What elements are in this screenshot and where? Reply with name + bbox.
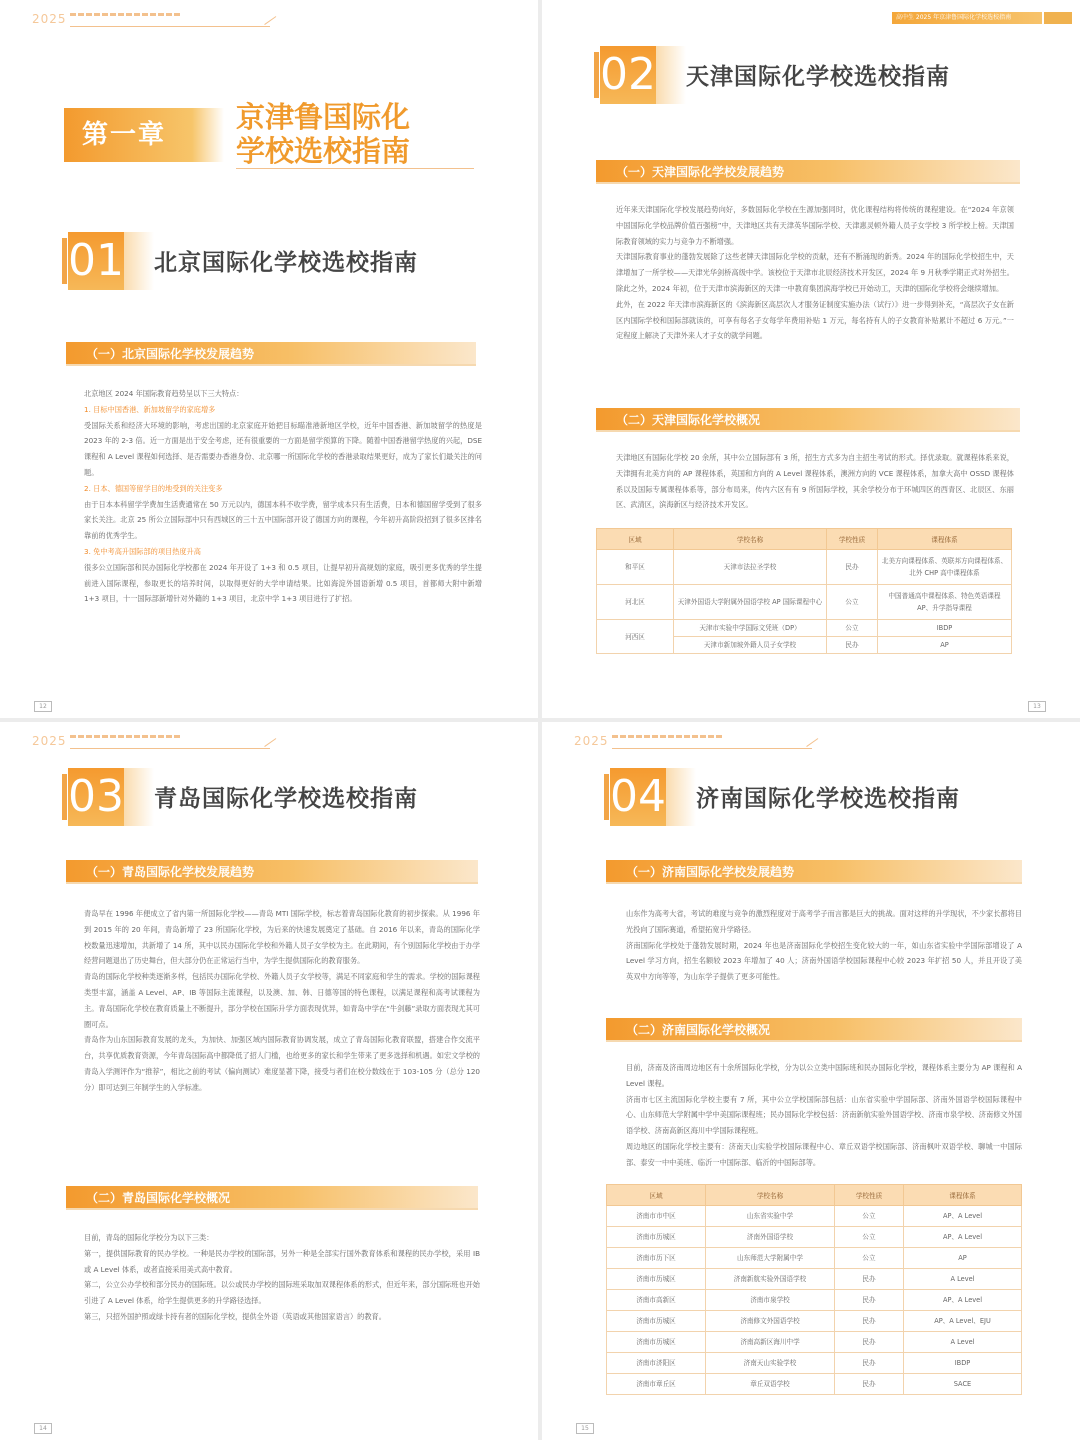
cell-school: 济南外国语学校 [706, 1227, 835, 1248]
table-row [607, 1269, 1022, 1290]
subsection-header: （一）青岛国际化学校发展趋势 [66, 860, 478, 884]
subsection-header: （一）天津国际化学校发展趋势 [596, 160, 1020, 184]
cell-type: 公立 [827, 620, 878, 637]
subsection-header: （二）济南国际化学校概况 [606, 1018, 1022, 1042]
point-heading: 1. 目标中国香港、新加坡留学的家庭增多 [84, 404, 216, 414]
column-header: 学校性质 [827, 529, 878, 550]
cell-course: 中国普通高中课程体系、特色英语课程 AP、升学指导课程 [878, 585, 1012, 620]
section-header [600, 46, 1040, 106]
cell-type: 民办 [835, 1332, 904, 1353]
paragraph: 第二，公立公办学校和部分民办的国际班。以公或民办学校的国际班采取加双课程体系的形式，但近年来，部分国际班也开始引进了 A Level 体系，给学生提供更多的升学路径选择。 [84, 1280, 480, 1306]
year-label: 2025 [32, 734, 67, 748]
section-number-bar [62, 238, 67, 284]
cell-course: SACE [904, 1374, 1022, 1395]
cell-type: 公立 [835, 1248, 904, 1269]
table-row [607, 1206, 1022, 1227]
page-number: 13 [1028, 701, 1046, 712]
table-header-row [607, 1185, 1022, 1206]
paragraph: 此外，在 2022 年天津市滨海新区的《滨海新区高层次人才服务证制度实施办法（试行）》进一步得到补充，“高层次子女在新区内国际学校和国际部就读的，可享有每名子女每学年费用补贴 1 万元，每名持有人的子女教育补贴累计不超过 6 万元。”一定程度上解决了天津外来人才子女的就学问题。 [616, 299, 1014, 341]
chapter-tag: 第一章 [64, 108, 224, 162]
page-beijing [0, 0, 538, 718]
cell-school: 济南市泉学校 [706, 1290, 835, 1311]
subsection-header: （二）青岛国际化学校概况 [66, 1186, 478, 1210]
cell-area: 济南市市中区 [607, 1206, 706, 1227]
paragraph: 山东作为高考大省，考试的难度与竞争的激烈程度对于高考学子而言都是巨大的挑战。面对这样的升学现状，不少家长都将目光投向了国际赛道，希望拓宽升学路径。 [626, 909, 1022, 934]
section-number-fade [124, 768, 154, 826]
cell-course: AP、A Level [904, 1206, 1022, 1227]
section-title: 青岛国际化学校选校指南 [154, 786, 418, 812]
body-text [84, 906, 480, 1096]
column-header: 学校名称 [674, 529, 827, 550]
cell-course: 北美方向课程体系、英联邦方向课程体系、北外 CHP 高中课程体系 [878, 550, 1012, 585]
year-label: 2025 [32, 12, 67, 26]
cell-type: 民办 [835, 1311, 904, 1332]
paragraph: 济南国际化学校处于蓬勃发展时期，2024 年也是济南国际化学校招生变化较大的一年，如山东省实验中学国际部增设了 A Level 学习方向，招生名额较 2023 年增加了 40 人；济南外国语学校国际课程中心较 2023 年扩招 50 人，并且开设了美英双中方向等等，为山东学子提供了更多可能性。 [626, 940, 1022, 982]
cell-area: 济南市历城区 [607, 1332, 706, 1353]
section-title: 天津国际化学校选校指南 [686, 64, 950, 90]
chapter-title-line: 京津鲁国际化 [236, 100, 411, 134]
cell-type: 民办 [835, 1353, 904, 1374]
body-text [84, 386, 482, 607]
header-bar-tab [1044, 12, 1072, 24]
schools-table [606, 1184, 1022, 1395]
cell-area: 济南市章丘区 [607, 1374, 706, 1395]
page-number: 15 [576, 1423, 594, 1434]
cell-course: AP [878, 637, 1012, 654]
table-header-row [597, 529, 1012, 550]
cell-school: 天津市法拉圣学校 [674, 550, 827, 585]
cell-area: 济南市历城区 [607, 1311, 706, 1332]
body-text [626, 906, 1022, 985]
cell-type: 民办 [835, 1269, 904, 1290]
point-heading: 3. 免中考高升国际部的项目热度升高 [84, 546, 201, 556]
table-body [607, 1206, 1022, 1395]
header-line [70, 16, 270, 27]
paragraph: 很多公立国际部和民办国际化学校都在 2024 年开设了 1+3 和 0.5 项目，让提早初升高规划的家庭，吸引更多优秀的学生提前进入国际课程，参取更长的培养时间，以取得更好的大学申请结果。比如海淀外国语新增 0.5 项目，首都师大附中新增 1+3 项目，十一国际部新增针对外籍的 1+3 项目，北京中学 1+3 项目进行了扩招。 [84, 562, 482, 604]
paragraph: 受国际关系和经济大环境的影响，考虑出国的北京家庭开始把目标瞄准港新地区学校，近年中国香港、新加坡留学的热度是 2023 年的 2-3 倍。近一方面是出于安全考虑，还有很重要的一方面是留学预算的下降。随着中国香港留学热度的兴起，DSE 课程和 A Level 课程如何选择、是否需要办香港身份、北京哪一所国际化学校的香港录取结果更好，成为了家长们最关注的问题。 [84, 420, 482, 477]
body-text [626, 1060, 1022, 1171]
section-number: 03 [68, 768, 124, 826]
section-title: 济南国际化学校选校指南 [696, 786, 960, 812]
table-row [607, 1227, 1022, 1248]
body-text [616, 202, 1014, 344]
cell-school: 章丘双语学校 [706, 1374, 835, 1395]
subsection-header: （一）济南国际化学校发展趋势 [606, 860, 1022, 884]
body-text [616, 450, 1014, 513]
cell-type: 民办 [827, 637, 878, 654]
page-number: 12 [34, 701, 52, 712]
cell-course: A Level [904, 1332, 1022, 1353]
cell-school: 山东省实验中学 [706, 1206, 835, 1227]
table-row [597, 620, 1012, 637]
cell-school: 济南天山实验学校 [706, 1353, 835, 1374]
column-header: 学校名称 [706, 1185, 835, 1206]
paragraph: 青岛早在 1996 年便成立了省内第一所国际化学校——青岛 MTI 国际学校，标志着青岛国际化教育的初步探索。从 1996 年到 2015 年的 20 年间，青岛新增了 23 所国际化学校，为后来的快速发展奠定了基础。自 2016 年以来，青岛的国际化学校数量迅速增加，共新增了 14 所，其中以民办国际化学校和外籍人员子女学校为主。在此期间，有个别国际化学校由于办学经营问题退出了历史舞台，但大部分仍在正常运行当中，为学生提供国际化的教育服务。 [84, 909, 480, 966]
page-qingdao [0, 722, 538, 1440]
cell-course: IBDP [904, 1353, 1022, 1374]
section-number: 02 [600, 46, 656, 104]
section-header [610, 768, 1050, 828]
paragraph: 近年来天津国际化学校发展趋势向好，多数国际化学校在生源加强同时，优化课程结构将传统的课程建设。在“2024 年京领中国国际化学校品牌价值百强榜”中，天津地区共有天津英华国际学校、天津惠灵顿外籍人员子女学校 3 所学校上榜。天津国际教育领域的实力与竞争力不断增强。 [616, 205, 1014, 246]
body-text [84, 1230, 480, 1325]
paragraph: 天津国际教育事业的蓬勃发展除了这些老牌天津国际化学校的贡献，还有不断涌现的新秀。2024 年的国际化学校招生中，天津增加了一所学校——天津光华剑桥高级中学。该校位于天津市北辰经济技术开发区，2024 年 9 月秋季学期正式对外招生。除此之外，2024 年初，位于天津市滨海新区的天津一中教育集团滨海学校已开始动工，天津的国际化学校将会继续增加。 [616, 252, 1014, 293]
page-jinan [542, 722, 1080, 1440]
cell-school: 济南新航实验外国语学校 [706, 1269, 835, 1290]
table-row [607, 1311, 1022, 1332]
section-header [68, 768, 508, 828]
column-header: 区域 [607, 1185, 706, 1206]
table-row [607, 1374, 1022, 1395]
table-row [597, 550, 1012, 585]
schools-table [596, 528, 1012, 654]
cell-area: 济南市济阳区 [607, 1353, 706, 1374]
cell-school: 山东师范大学附属中学 [706, 1248, 835, 1269]
cell-area: 和平区 [597, 550, 674, 585]
table-row [607, 1290, 1022, 1311]
section-number-bar [594, 52, 599, 98]
section-number-fade [656, 46, 686, 104]
cell-type: 公立 [835, 1227, 904, 1248]
section-number: 01 [68, 232, 124, 290]
intro-text: 北京地区 2024 年国际教育趋势呈以下三大特点： [84, 389, 244, 398]
chapter-header [64, 100, 474, 170]
cell-type: 公立 [827, 585, 878, 620]
header-bar: 高中生 2025 年京津鲁国际化学校选校指南 [892, 12, 1042, 24]
cell-school: 济南修文外国语学校 [706, 1311, 835, 1332]
column-header: 课程体系 [904, 1185, 1022, 1206]
section-header [68, 232, 508, 292]
cell-school: 济南高新区海川中学 [706, 1332, 835, 1353]
paragraph: 天津地区有国际化学校 20 余所，其中公立国际部有 3 所，招生方式多为自主招生考试的形式。择优录取。就课程体系来说，天津拥有北美方向的 AP 课程体系，英国和方向的 A Level 课程体系，澳洲方向的 VCE 课程体系，加拿大高中 OSSD 课程体系以及国际专属课程体系等，部分布局来，传内六区有有 9 所国际学校，其余学校分布于环城四区的西青区、北辰区、东丽区、武清区，滨海新区与经济技术开发区。 [616, 453, 1014, 510]
paragraph: 由于日本本科留学学费加生活费通常在 50 万元以内，德国本科不收学费，留学成本只有生活费，日本和德国留学受到了很多家长关注。北京 25 所公立国际部中只有西城区的三十五中国际部开设了德国方向的课程，今年初升高阶段招到了很多区排名靠前的优秀学生。 [84, 499, 482, 541]
table-row [607, 1353, 1022, 1374]
column-header: 区域 [597, 529, 674, 550]
section-number-bar [604, 774, 609, 820]
paragraph: 第一，提供国际教育的民办学校。一种是民办学校的国际部，另外一种是全部实行国外教育体系和课程的民办学校，采用 IB 或 A Level 体系，或者直接采用美式高中教育。 [84, 1248, 480, 1274]
cell-course: AP、A Level [904, 1227, 1022, 1248]
point-heading: 2. 日本、德国等留学目的地受到的关注变多 [84, 483, 223, 493]
section-number-fade [666, 768, 696, 826]
cell-area: 济南市历下区 [607, 1248, 706, 1269]
paragraph: 济南市七区主流国际化学校主要有 7 所，其中公立学校国际部包括：山东省实验中学国际部、济南外国语学校国际课程中心、山东师范大学附属中学中美国际课程班；民办国际化学校包括：济南新航实验外国语学校、济南市泉学校、济南修文外国语学校、济南高新区海川中学国际课程班。 [626, 1094, 1022, 1136]
cell-area: 济南市历城区 [607, 1227, 706, 1248]
paragraph: 青岛作为山东国际教育发展的龙头，为加快、加强区域内国际教育协调发展，成立了青岛国际化教育联盟，搭建合作交流平台，共享优质教育资源，今年青岛国际高中都降低了招人门槛，也给更多的家长和学生带来了更多选择和机遇。如宏文学校的青岛入学测评作为“推荐”，相比之前的考试（偏向测试）难度显著下降，接受与者们在校分数线在于 103-105 分（总分 120 分）即可达到三年制学生的入学标准。 [84, 1035, 480, 1092]
paragraph: 周边地区的国际化学校主要有：济南天山实验学校国际课程中心、章丘双语学校国际部、济南枫叶双语学校、聊城一中国际部、泰安一中中美班、临沂一中国际部、临沂的中国际部等。 [626, 1141, 1022, 1167]
chapter-title [236, 100, 410, 168]
table-row [597, 585, 1012, 620]
section-number-bar [62, 774, 67, 820]
subsection-header: （一）北京国际化学校发展趋势 [66, 342, 476, 366]
table-row [607, 1332, 1022, 1353]
page-tianjin [542, 0, 1080, 718]
section-number: 04 [610, 768, 666, 826]
table-row [607, 1248, 1022, 1269]
cell-course: AP、A Level [904, 1290, 1022, 1311]
cell-type: 民办 [827, 550, 878, 585]
chapter-divider [236, 168, 474, 169]
cell-course: AP、A Level、EJU [904, 1311, 1022, 1332]
cell-school: 天津市新加坡外籍人员子女学校 [674, 637, 827, 654]
cell-area: 河西区 [597, 620, 674, 654]
header-line [612, 738, 812, 749]
section-number-fade [124, 232, 154, 290]
chapter-title-line: 学校选校指南 [236, 134, 411, 168]
year-label: 2025 [574, 734, 609, 748]
cell-area: 济南市历城区 [607, 1269, 706, 1290]
cell-area: 济南市高新区 [607, 1290, 706, 1311]
cell-area: 河北区 [597, 585, 674, 620]
cell-school: 天津外国语大学附属外国语学校 AP 国际课程中心 [674, 585, 827, 620]
paragraph: 青岛的国际化学校种类逐渐多样，包括民办国际化学校、外籍人员子女学校等，满足不同家庭和学生的需求。学校的国际课程类型丰富，涵盖 A Level、AP、IB 等国际主流课程，以及澳、加、韩、日德等国的特色课程，以满足课程和高考试课程为主。青岛国际化学校在教育质量上不断提升，部分学校在国际升学方面表现优异，如青岛中学在“牛剑藤”录取方面表现尤其可圈可点。 [84, 972, 480, 1029]
subsection-header: （二）天津国际化学校概况 [596, 408, 1020, 432]
cell-type: 公立 [835, 1206, 904, 1227]
cell-type: 民办 [835, 1374, 904, 1395]
paragraph: 第三，只招外国护照或绿卡持有者的国际化学校，提供全外语（英语或其他国家语言）的教育。 [84, 1311, 386, 1321]
paragraph: 目前，济南及济南周边地区有十余所国际化学校，分为以公立类中国际班和民办国际化学校，课程体系主要分为 AP 课程和 A Level 课程。 [626, 1063, 1022, 1088]
header-line [70, 738, 270, 749]
section-title: 北京国际化学校选校指南 [154, 250, 418, 276]
paragraph: 目前，青岛的国际化学校分为以下三类： [84, 1233, 214, 1242]
cell-course: AP [904, 1248, 1022, 1269]
cell-course: A Level [904, 1269, 1022, 1290]
cell-course: IBDP [878, 620, 1012, 637]
page-number: 14 [34, 1423, 52, 1434]
cell-type: 民办 [835, 1290, 904, 1311]
column-header: 学校性质 [835, 1185, 904, 1206]
cell-school: 天津市实验中学国际文凭班（DP） [674, 620, 827, 637]
column-header: 课程体系 [878, 529, 1012, 550]
